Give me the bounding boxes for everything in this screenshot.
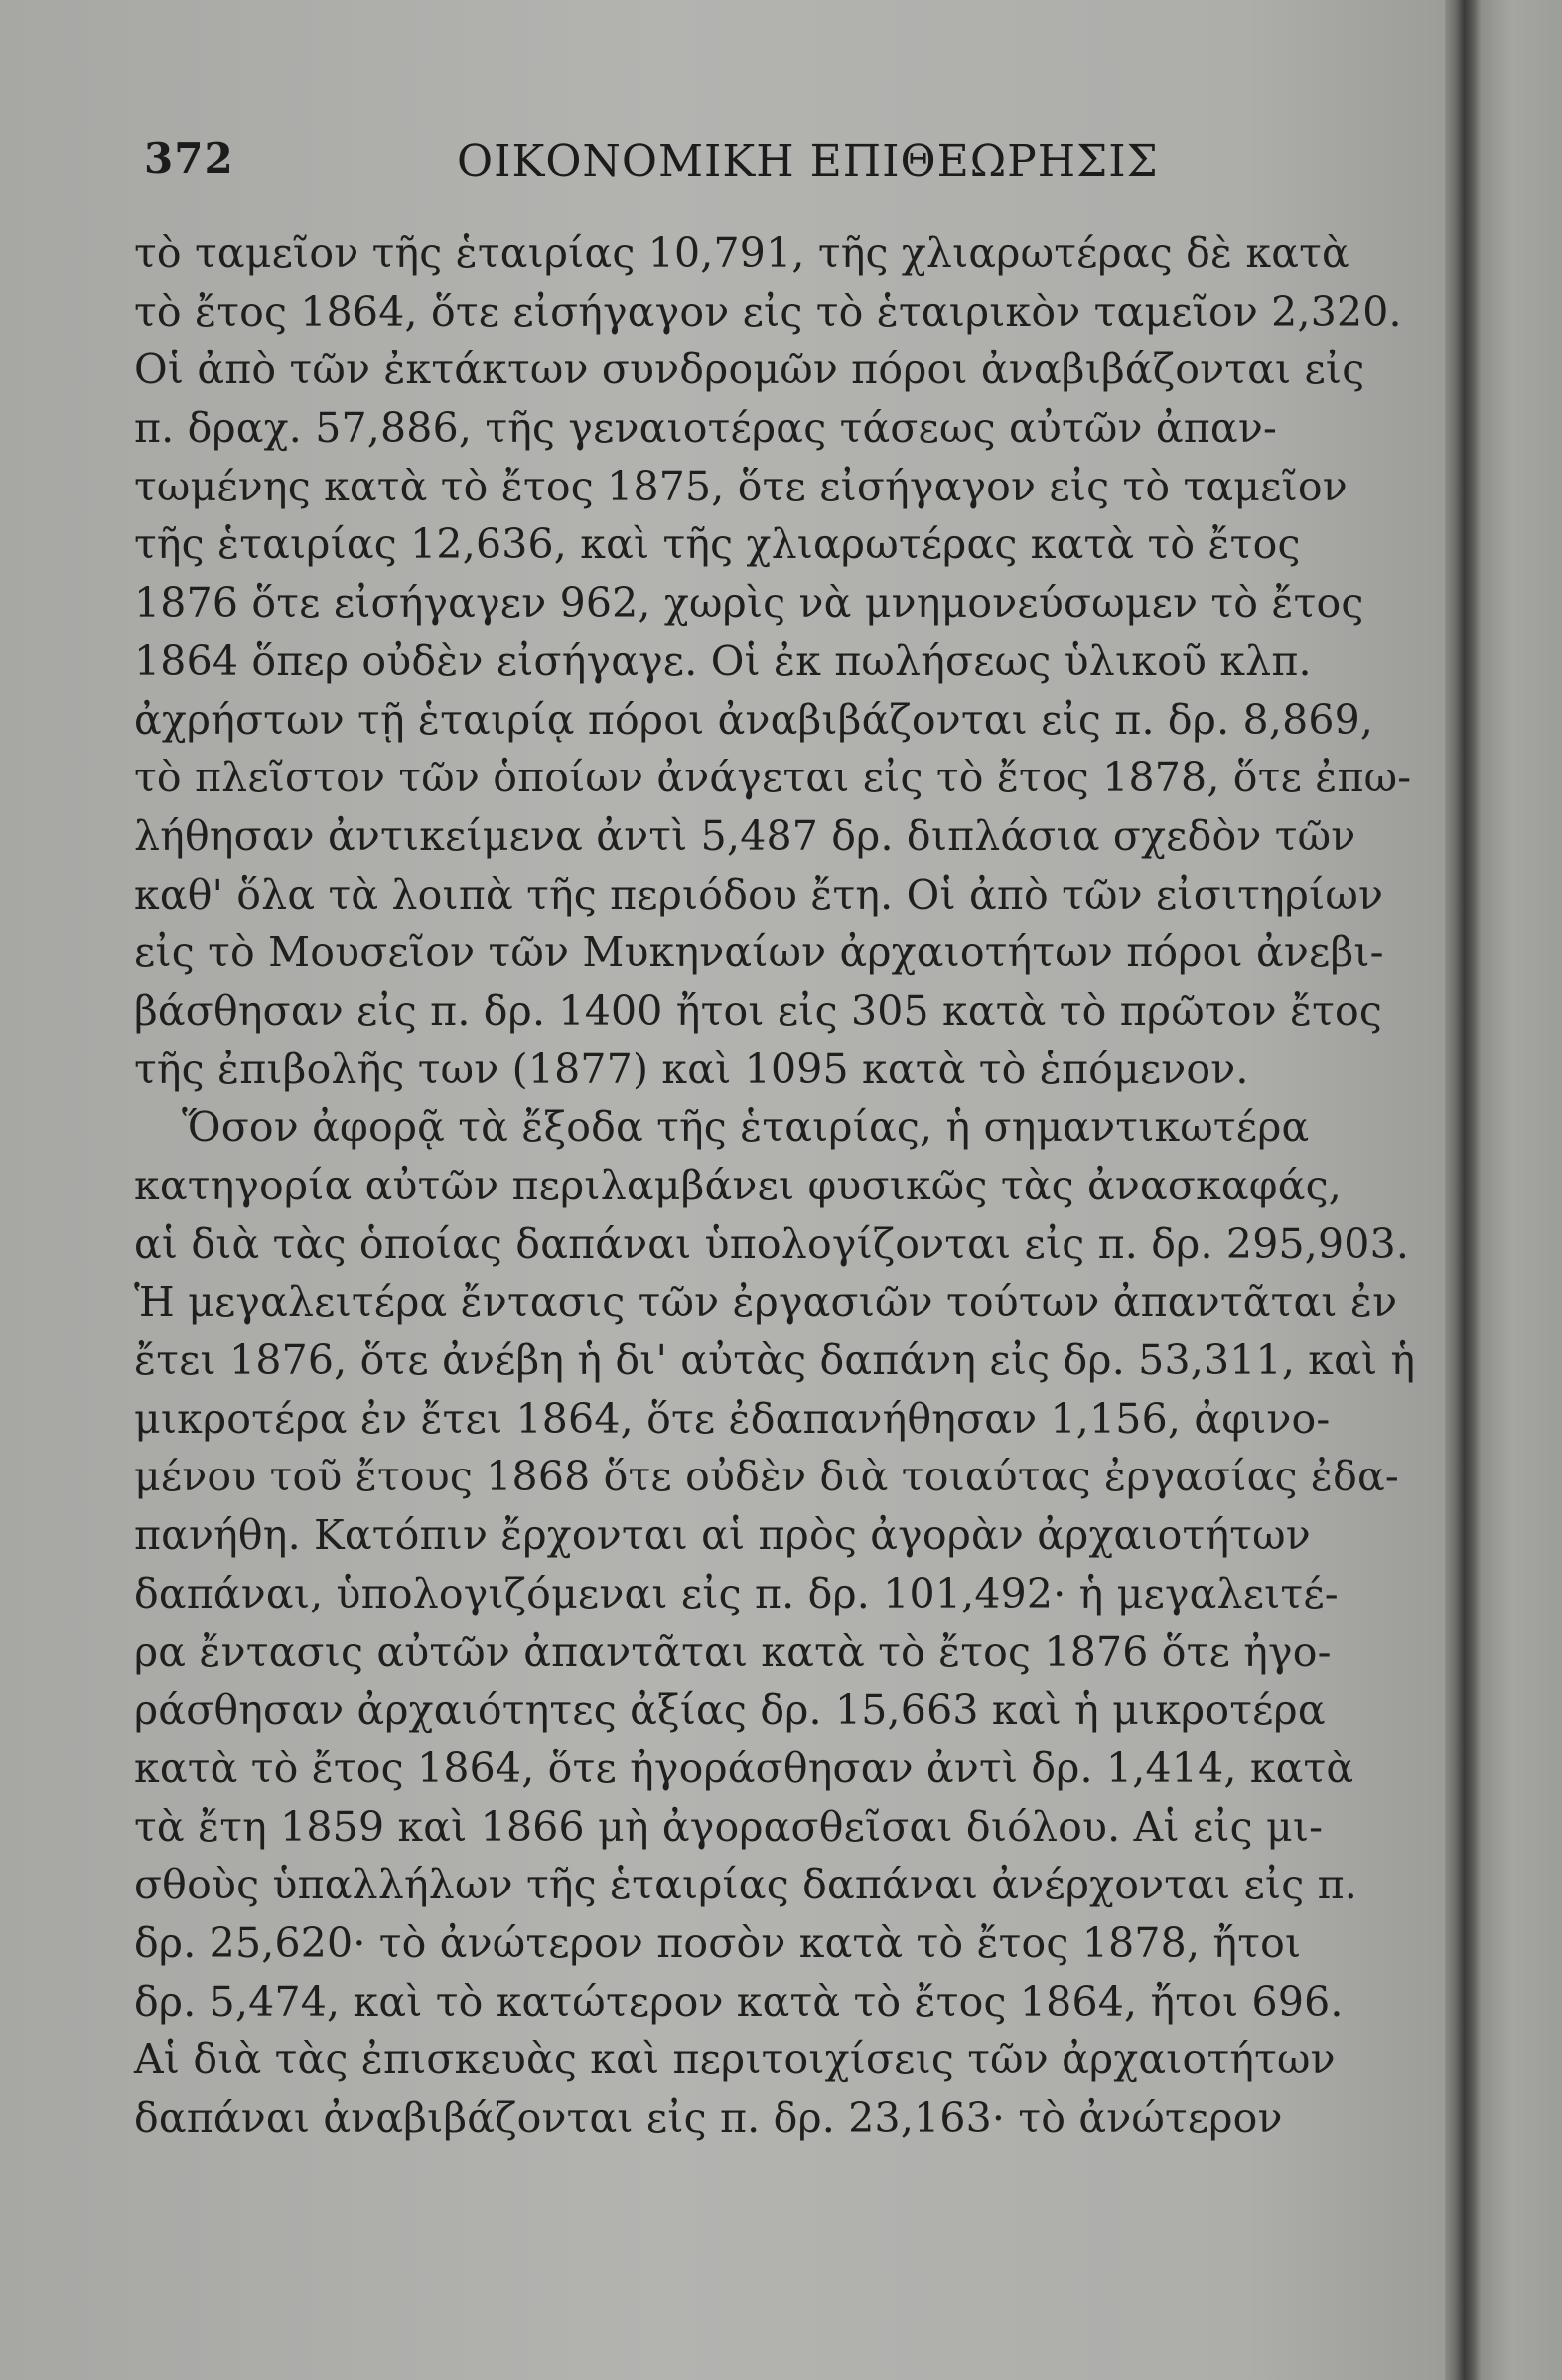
text-line: τῆς ἐπιβολῆς των (1877) καὶ 1095 κατὰ τὸ ἑπόμενον. <box>134 1045 1249 1093</box>
text-line: βάσθησαν εἰς π. δρ. 1400 ἤτοι εἰς 305 κατὰ τὸ πρῶτον ἔτος <box>134 986 1383 1035</box>
text-line: ράσθησαν ἀρχαιότητες ἀξίας δρ. 15,663 καὶ ἡ μικροτέρα <box>134 1686 1326 1735</box>
body-text <box>134 224 1416 2148</box>
text-line: Ἡ μεγαλειτέρα ἔντασις τῶν ἐργασιῶν τούτων ἀπαντᾶται ἐν <box>134 1278 1398 1327</box>
text-line: τὸ πλεῖστον τῶν ὁποίων ἀνάγεται εἰς τὸ ἔτος 1878, ὅτε ἐπω- <box>134 754 1412 802</box>
text-line: 1876 ὅτε εἰσήγαγεν 962, χωρὶς νὰ μνημονεύσωμεν τὸ ἔτος <box>134 579 1364 628</box>
page-number: 372 <box>144 134 234 183</box>
text-line: τὰ ἔτη 1859 καὶ 1866 μὴ ἀγορασθεῖσαι διόλου. Αἱ εἰς μι- <box>134 1802 1324 1851</box>
text-line: πανήθη. Κατόπιν ἔρχονται αἱ πρὸς ἀγορὰν ἀρχαιοτήτων <box>134 1511 1311 1560</box>
text-line: δαπάναι ἀναβιβάζονται εἰς π. δρ. 23,163· τὸ ἀνώτερον <box>134 2094 1283 2142</box>
text-line: Ὅσον ἀφορᾷ τὰ ἔξοδα τῆς ἑταιρίας, ἡ σημαντικωτέρα <box>182 1103 1310 1152</box>
text-line: μικροτέρα ἐν ἔτει 1864, ὅτε ἐδαπανήθησαν 1,156, ἀφινο- <box>134 1394 1331 1443</box>
text-line: π. δραχ. 57,886, τῆς γεναιοτέρας τάσεως αὐτῶν ἀπαν- <box>134 404 1277 453</box>
text-line: εἰς τὸ Μουσεῖον τῶν Μυκηναίων ἀρχαιοτήτων πόροι ἀνεβι- <box>134 928 1384 977</box>
text-line: ρα ἔντασις αὐτῶν ἀπαντᾶται κατὰ τὸ ἔτος 1876 ὅτε ἠγο- <box>134 1627 1332 1676</box>
text-line: τωμένης κατὰ τὸ ἔτος 1875, ὅτε εἰσήγαγον εἰς τὸ ταμεῖον <box>134 462 1348 510</box>
text-line: λήθησαν ἀντικείμενα ἀντὶ 5,487 δρ. διπλάσια σχεδὸν τῶν <box>134 811 1356 860</box>
text-line: κατηγορία αὐτῶν περιλαμβάνει φυσικῶς τὰς ἀνασκαφάς, <box>134 1162 1342 1209</box>
text-line: δρ. 25,620· τὸ ἀνώτερον ποσὸν κατὰ τὸ ἔτος 1878, ἤτοι <box>134 1918 1302 1967</box>
text-line: αἱ διὰ τὰς ὁποίας δαπάναι ὑπολογίζονται εἰς π. δρ. 295,903. <box>134 1219 1410 1268</box>
text-line: δαπάναι, ὑπολογιζόμεναι εἰς π. δρ. 101,492· ἡ μεγαλειτέ- <box>134 1569 1339 1617</box>
text-line: Αἱ διὰ τὰς ἐπισκευὰς καὶ περιτοιχίσεις τῶν ἀρχαιοτήτων <box>134 2035 1336 2084</box>
text-line: δρ. 5,474, καὶ τὸ κατώτερον κατὰ τὸ ἔτος 1864, ἤτοι 696. <box>134 1977 1344 2026</box>
text-line: μένου τοῦ ἔτους 1868 ὅτε οὐδὲν διὰ τοιαύτας ἐργασίας ἐδα- <box>134 1453 1399 1501</box>
text-line: τὸ ταμεῖον τῆς ἑταιρίας 10,791, τῆς χλιαρωτέρας δὲ κατὰ <box>134 229 1349 277</box>
text-line: καθ' ὅλα τὰ λοιπὰ τῆς περιόδου ἔτη. Οἱ ἀπὸ τῶν εἰσιτηρίων <box>134 870 1384 918</box>
text-line: ἀχρήστων τῇ ἑταιρίᾳ πόροι ἀναβιβάζονται εἰς π. δρ. 8,869, <box>134 695 1374 744</box>
text-line: σθοὺς ὑπαλλήλων τῆς ἑταιρίας δαπάναι ἀνέρχονται εἰς π. <box>134 1861 1357 1909</box>
text-line: κατὰ τὸ ἔτος 1864, ὅτε ἠγοράσθησαν ἀντὶ δρ. 1,414, κατὰ <box>134 1744 1354 1792</box>
text-line: τῆς ἑταιρίας 12,636, καὶ τῆς χλιαρωτέρας κατὰ τὸ ἔτος <box>134 520 1301 569</box>
text-line: ἔτει 1876, ὅτε ἀνέβη ἡ δι' αὐτὰς δαπάνη εἰς δρ. 53,311, καὶ ἡ <box>134 1336 1416 1385</box>
text-line: 1864 ὅπερ οὐδὲν εἰσήγαγε. Οἱ ἐκ πωλήσεως ὑλικοῦ κλπ. <box>134 636 1312 685</box>
running-title: ΟΙΚΟΝΟΜΙΚΗ ΕΠΙΘΕΩΡΗΣΙΣ <box>457 136 1159 187</box>
facing-page-edge <box>1481 0 1562 2380</box>
page-header <box>144 134 1246 194</box>
text-line: τὸ ἔτος 1864, ὅτε εἰσήγαγον εἰς τὸ ἑταιρικὸν ταμεῖον 2,320. <box>134 287 1402 336</box>
text-line: Οἱ ἀπὸ τῶν ἐκτάκτων συνδρομῶν πόροι ἀναβιβάζονται εἰς <box>134 346 1365 394</box>
book-gutter <box>1445 0 1481 2380</box>
